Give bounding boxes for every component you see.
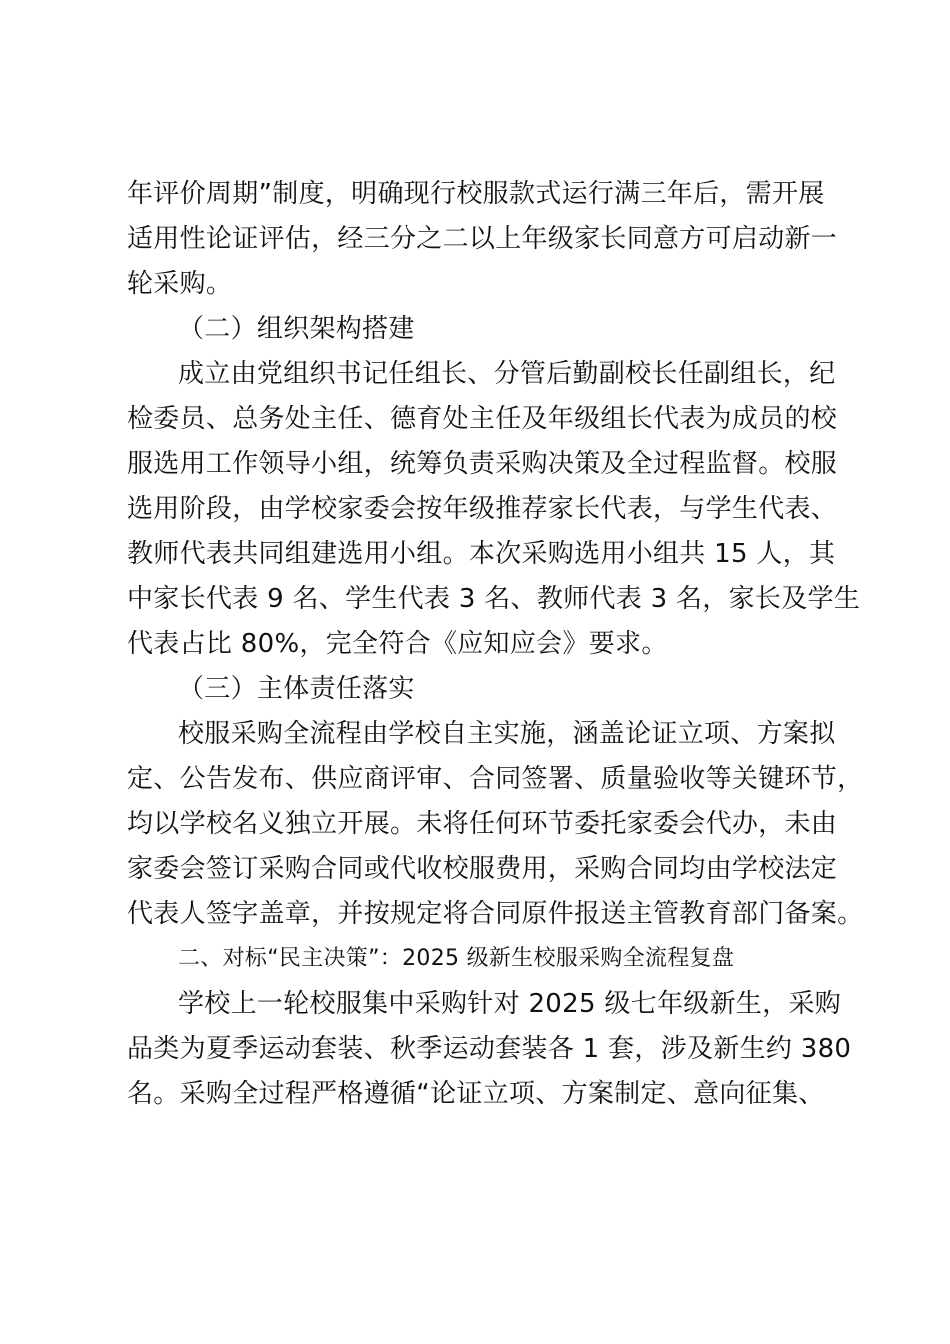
text-line: 轮采购。 — [127, 269, 233, 299]
text-line: 服选用工作领导小组，统筹负责采购决策及全过程监督。校服 — [127, 449, 838, 479]
text-line: 家委会签订采购合同或代收校服费用，采购合同均由学校法定 — [127, 854, 838, 884]
text-line: 定、公告发布、供应商评审、合同签署、质量验收等关键环节， — [127, 764, 864, 794]
text-line: 代表占比 80%，完全符合《应知应会》要求。 — [127, 629, 668, 659]
text-line: 品类为夏季运动套装、秋季运动套装各 1 套，涉及新生约 380 — [127, 1034, 852, 1064]
text-line: 选用阶段，由学校家委会按年级推荐家长代表，与学生代表、 — [127, 494, 838, 524]
text-line: 中家长代表 9 名、学生代表 3 名、教师代表 3 名，家长及学生 — [127, 584, 861, 614]
text-line: 名。采购全过程严格遵循“论证立项、方案制定、意向征集、 — [127, 1079, 825, 1109]
text-line: 校服采购全流程由学校自主实施，涵盖论证立项、方案拟 — [178, 719, 836, 749]
text-line: 适用性论证评估，经三分之二以上年级家长同意方可启动新一 — [127, 224, 838, 254]
text-line: 学校上一轮校服集中采购针对 2025 级七年级新生，采购 — [178, 989, 842, 1019]
text-line: 代表人签字盖章，并按规定将合同原件报送主管教育部门备案。 — [127, 899, 864, 929]
text-line: 年评价周期”制度，明确现行校服款式运行满三年后，需开展 — [127, 179, 825, 209]
section-heading: （二）组织架构搭建 — [178, 314, 415, 344]
text-line: 检委员、总务处主任、德育处主任及年级组长代表为成员的校 — [127, 404, 838, 434]
section-heading: 二、对标“民主决策”：2025 级新生校服采购全流程复盘 — [178, 946, 735, 971]
text-line: 均以学校名义独立开展。未将任何环节委托家委会代办，未由 — [127, 809, 838, 839]
text-line: 成立由党组织书记任组长、分管后勤副校长任副组长，纪 — [178, 359, 836, 389]
text-line: 教师代表共同组建选用小组。本次采购选用小组共 15 人，其 — [127, 539, 836, 569]
section-heading: （三）主体责任落实 — [178, 674, 415, 704]
